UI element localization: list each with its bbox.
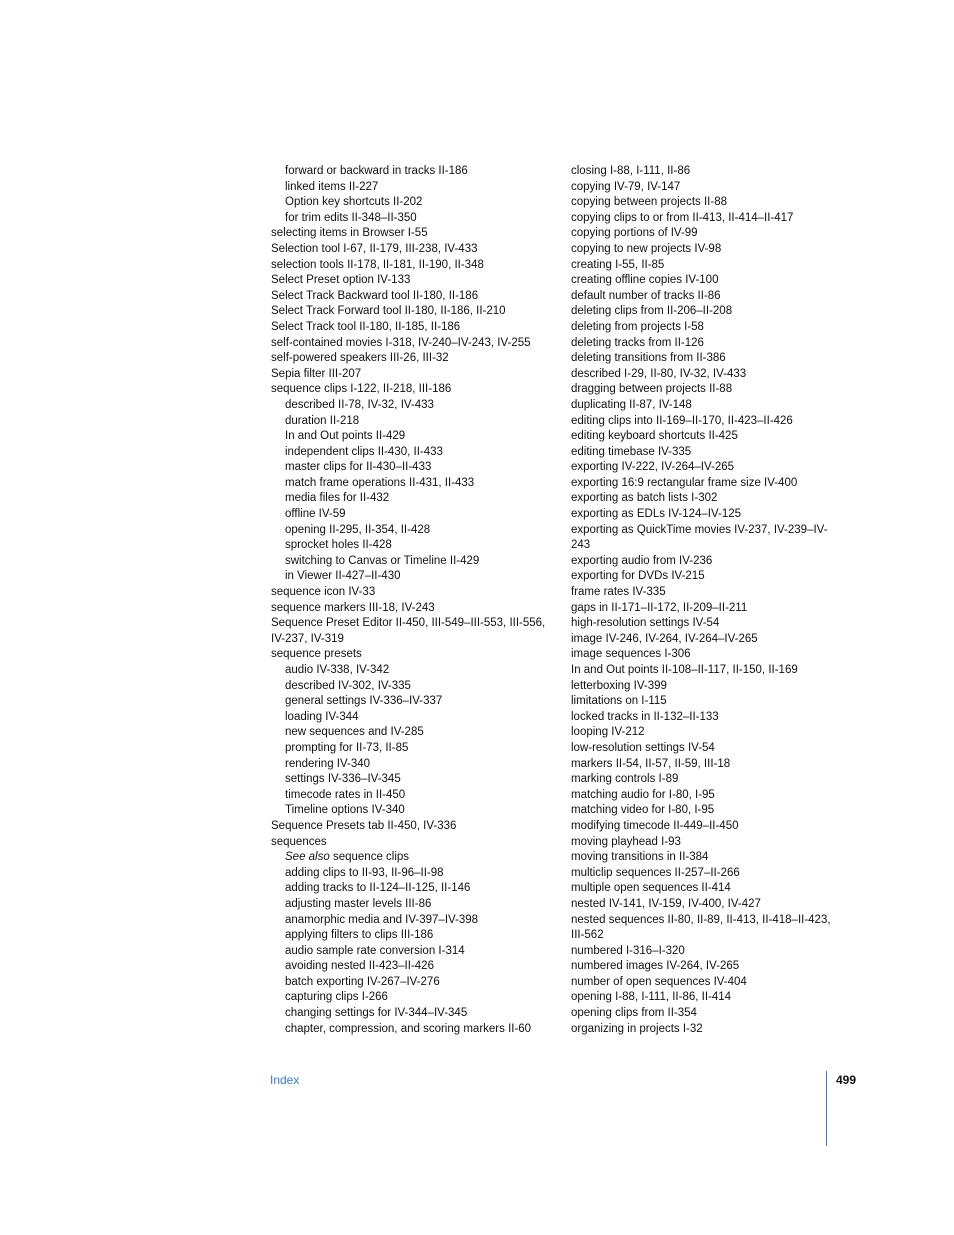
entry-text: deleting tracks from II-126 [571,336,704,349]
entry-text: limitations on I-115 [571,695,667,708]
entry-text: matching video for I-80, I-95 [571,804,715,817]
index-entry [571,959,831,975]
page-number: 499 [836,1073,857,1087]
index-entry [571,164,831,180]
index-entry [571,819,831,835]
entry-text: closing I-88, I-111, II-86 [571,165,691,177]
index-subentry [271,554,551,570]
entry-text: Select Track Forward tool II-180, II-186, II-210 [271,305,506,318]
entry-text: adding tracks to II-124–II-125, II-146 [285,882,471,895]
index-entry [571,601,831,617]
entry-text: In and Out points II-108–II-117, II-150, II-169 [571,664,798,676]
index-subentry [271,850,551,866]
index-entry [571,226,831,242]
entry-text: frame rates IV-335 [571,586,666,599]
index-entry [271,336,551,352]
index-entry [571,632,831,648]
index-entry [271,647,551,663]
entry-text: audio sample rate conversion I-314 [285,944,465,957]
index-entry [571,647,831,663]
entry-text: batch exporting IV-267–IV-276 [285,975,440,988]
entry-text: multiclip sequences II-257–II-266 [571,866,740,879]
entry-text: Select Preset option IV-133 [271,274,411,287]
index-entry [571,429,831,445]
entry-text: new sequences and IV-285 [285,726,424,739]
index-entry [271,351,551,367]
index-subentry [271,476,551,492]
entry-text: exporting as EDLs IV-124–IV-125 [571,508,742,521]
entry-text: multiple open sequences II-414 [571,882,731,895]
entry-text: described IV-302, IV-335 [285,679,411,692]
entry-text: gaps in II-171–II-172, II-209–II-211 [571,601,748,614]
index-entry [571,320,831,336]
index-entry [571,289,831,305]
entry-text: offline IV-59 [285,508,346,521]
index-subentry [271,460,551,476]
index-entry [271,242,551,258]
entry-text: timecode rates in II-450 [285,788,406,801]
index-entry [271,616,551,647]
entry-text: described I-29, II-80, IV-32, IV-433 [571,367,747,380]
entry-text: marking controls I-89 [571,773,679,786]
entry-text: copying IV-79, IV-147 [571,180,681,193]
index-entry [571,507,831,523]
entry-text: Sequence Presets tab II-450, IV-336 [271,819,457,832]
index-entry [271,258,551,274]
index-subentry [271,741,551,757]
entry-text: sequence clips [332,851,410,864]
index-entry [571,897,831,913]
index-subentry [271,663,551,679]
entry-text: match frame operations II-431, II-433 [285,476,475,489]
index-entry [571,881,831,897]
entry-text: editing timebase IV-335 [571,445,692,458]
entry-text: self-powered speakers III-26, III-32 [271,352,449,365]
index-entry [571,725,831,741]
index-entry [571,835,831,851]
entry-text: described II-78, IV-32, IV-433 [285,398,434,411]
entry-text: matching audio for I-80, I-95 [571,788,715,801]
index-subentry [271,772,551,788]
entry-text: numbered images IV-264, IV-265 [571,960,740,973]
entry-text: editing clips into II-169–II-170, II-423–II-426 [571,414,793,427]
entry-text: independent clips II-430, II-433 [285,445,443,458]
index-subentry [271,866,551,882]
index-entry [571,569,831,585]
entry-text: chapter, compression, and scoring markers II-60 [285,1022,532,1035]
entry-text: exporting audio from IV-236 [571,554,713,567]
index-entry [571,242,831,258]
index-entry [571,850,831,866]
entry-text: switching to Canvas or Timeline II-429 [285,554,480,567]
index-entry [571,1022,831,1038]
index-entry [271,226,551,242]
index-subentry [271,445,551,461]
entry-text: duration II-218 [285,414,360,427]
index-entry [571,476,831,492]
entry-text: organizing in projects I-32 [571,1022,703,1035]
entry-text: anamorphic media and IV-397–IV-398 [285,913,479,926]
index-entry [571,180,831,196]
entry-text: markers II-54, II-57, II-59, III-18 [571,757,731,770]
index-subentry [271,1006,551,1022]
entry-text: sequence icon IV-33 [271,586,376,599]
footer-divider [826,1071,827,1146]
index-subentry [271,523,551,539]
entry-text: Option key shortcuts II-202 [285,196,423,209]
entry-text: loading IV-344 [285,710,359,723]
index-entry [571,710,831,726]
entry-text: editing keyboard shortcuts II-425 [571,430,738,443]
index-subentry [271,990,551,1006]
entry-text: high-resolution settings IV-54 [571,617,720,630]
entry-text: master clips for II-430–II-433 [285,461,432,474]
index-entry [271,585,551,601]
entry-text: sequences [271,835,327,848]
index-entry [271,304,551,320]
entry-text: copying clips to or from II-413, II-414–II-417 [571,211,794,224]
entry-text: opening II-295, II-354, II-428 [285,523,431,536]
index-entry [571,944,831,960]
entry-text: deleting from projects I-58 [571,320,704,333]
entry-text: sprocket holes II-428 [285,539,392,552]
entry-text: opening I-88, I-111, II-86, II-414 [571,991,732,1004]
entry-text: exporting as batch lists I-302 [571,492,718,505]
entry-text: adjusting master levels III-86 [285,897,432,910]
entry-text: copying to new projects IV-98 [571,242,722,255]
entry-text: Select Track tool II-180, II-185, II-186 [271,320,461,333]
index-entry [571,913,831,944]
entry-text: image IV-246, IV-264, IV-264–IV-265 [571,632,758,645]
entry-text: Select Track Backward tool II-180, II-186 [271,289,479,302]
index-subentry [271,538,551,554]
entry-text: selection tools II-178, II-181, II-190, II-348 [271,258,484,271]
index-entry [571,757,831,773]
index-entry [571,585,831,601]
index-entry [571,788,831,804]
index-column-right [571,164,831,1037]
entry-text: exporting 16:9 rectangular frame size IV-400 [571,476,798,489]
index-entry [571,414,831,430]
entry-text: capturing clips I-266 [285,991,388,1004]
entry-text: general settings IV-336–IV-337 [285,695,443,708]
index-subentry [271,803,551,819]
entry-text: self-contained movies I-318, IV-240–IV-243, IV-255 [271,336,531,349]
index-entry [271,289,551,305]
index-entry [571,990,831,1006]
entry-text: creating I-55, II-85 [571,258,665,271]
entry-text: Selection tool I-67, II-179, III-238, IV-433 [271,242,478,255]
entry-text: Sequence Preset Editor II-450, III-549–III-553, III-556, IV-237, IV-319 [271,617,546,645]
index-subentry [271,1022,551,1038]
entry-text: looping IV-212 [571,726,645,739]
entry-text: copying between projects II-88 [571,196,727,209]
entry-text: opening clips from II-354 [571,1007,697,1020]
index-entry [571,741,831,757]
index-entry [571,195,831,211]
footer-section-label: Index [270,1073,300,1087]
entry-text: locked tracks in II-132–II-133 [571,710,719,723]
entry-text: duplicating II-87, IV-148 [571,398,692,411]
index-entry [271,367,551,383]
entry-text: sequence clips I-122, II-218, III-186 [271,383,452,396]
see-also-label: See also [285,851,330,864]
index-subentry [271,180,551,196]
index-subentry [271,757,551,773]
index-entry [571,803,831,819]
index-entry [571,258,831,274]
index-entry [571,460,831,476]
entry-text: In and Out points II-429 [285,430,406,443]
entry-text: adding clips to II-93, II-96–II-98 [285,866,444,879]
entry-text: numbered I-316–I-320 [571,944,685,957]
entry-text: Timeline options IV-340 [285,804,405,817]
index-entry [571,382,831,398]
index-subentry [271,788,551,804]
entry-text: forward or backward in tracks II-186 [285,165,468,177]
index-subentry [271,679,551,695]
entry-text: deleting transitions from II-386 [571,352,726,365]
index-entry [571,523,831,554]
entry-text: media files for II-432 [285,492,390,505]
entry-text: deleting clips from II-206–II-208 [571,305,733,318]
entry-text: avoiding nested II-423–II-426 [285,960,434,973]
index-subentry [271,694,551,710]
entry-text: moving transitions in II-384 [571,851,709,864]
index-entry [571,367,831,383]
entry-text: sequence markers III-18, IV-243 [271,601,435,614]
index-entry [571,351,831,367]
index-subentry [271,491,551,507]
index-subentry [271,195,551,211]
entry-text: image sequences I-306 [571,648,691,661]
entry-text: for trim edits II-348–II-350 [285,211,417,224]
index-subentry [271,507,551,523]
entry-text: linked items II-227 [285,180,379,193]
index-subentry [271,913,551,929]
index-entry [271,320,551,336]
index-entry [571,975,831,991]
index-subentry [271,881,551,897]
entry-text: low-resolution settings IV-54 [571,741,715,754]
entry-text: default number of tracks II-86 [571,289,721,302]
entry-text: exporting as QuickTime movies IV-237, IV-239–IV-243 [571,523,828,552]
index-entry [571,772,831,788]
index-subentry [271,414,551,430]
index-entry [571,211,831,227]
entry-text: creating offline copies IV-100 [571,274,719,287]
index-subentry [271,429,551,445]
entry-text: applying filters to clips III-186 [285,929,434,942]
entry-text: sequence presets [271,648,362,661]
entry-text: copying portions of IV-99 [571,227,698,240]
entry-text: letterboxing IV-399 [571,679,667,692]
entry-text: audio IV-338, IV-342 [285,664,390,676]
entry-text: selecting items in Browser I-55 [271,227,428,240]
index-entry [571,866,831,882]
index-entry [571,398,831,414]
index-subentry [271,725,551,741]
entry-text: settings IV-336–IV-345 [285,773,401,786]
entry-text: rendering IV-340 [285,757,371,770]
index-entry [271,273,551,289]
entry-text: moving playhead I-93 [571,835,681,848]
entry-text: changing settings for IV-344–IV-345 [285,1007,468,1020]
index-entry [571,445,831,461]
index-entry [571,616,831,632]
index-entry [271,819,551,835]
entry-text: nested sequences II-80, II-89, II-413, II-418–II-423, III-562 [571,913,831,942]
index-subentry [271,959,551,975]
entry-text: in Viewer II-427–II-430 [285,570,401,583]
index-subentry [271,975,551,991]
entry-text: nested IV-141, IV-159, IV-400, IV-427 [571,897,761,910]
index-subentry [271,944,551,960]
index-subentry [271,928,551,944]
entry-text: exporting for DVDs IV-215 [571,570,705,583]
entry-text: Sepia filter III-207 [271,367,362,380]
index-entry [571,304,831,320]
index-subentry [271,710,551,726]
index-entry [571,273,831,289]
index-entry [571,694,831,710]
index-entry [571,663,831,679]
index-subentry [271,569,551,585]
index-subentry [271,211,551,227]
entry-text: dragging between projects II-88 [571,383,733,396]
index-entry [271,382,551,398]
entry-text: prompting for II-73, II-85 [285,741,409,754]
index-entry [271,601,551,617]
entry-text: number of open sequences IV-404 [571,975,747,988]
index-subentry [271,897,551,913]
entry-text: modifying timecode II-449–II-450 [571,819,739,832]
entry-text: exporting IV-222, IV-264–IV-265 [571,461,735,474]
index-entry [571,336,831,352]
index-entry [271,835,551,851]
index-subentry [271,398,551,414]
index-entry [571,679,831,695]
index-column-left [271,164,551,1037]
index-subentry [271,164,551,180]
index-entry [571,491,831,507]
index-entry [571,1006,831,1022]
index-entry [571,554,831,570]
